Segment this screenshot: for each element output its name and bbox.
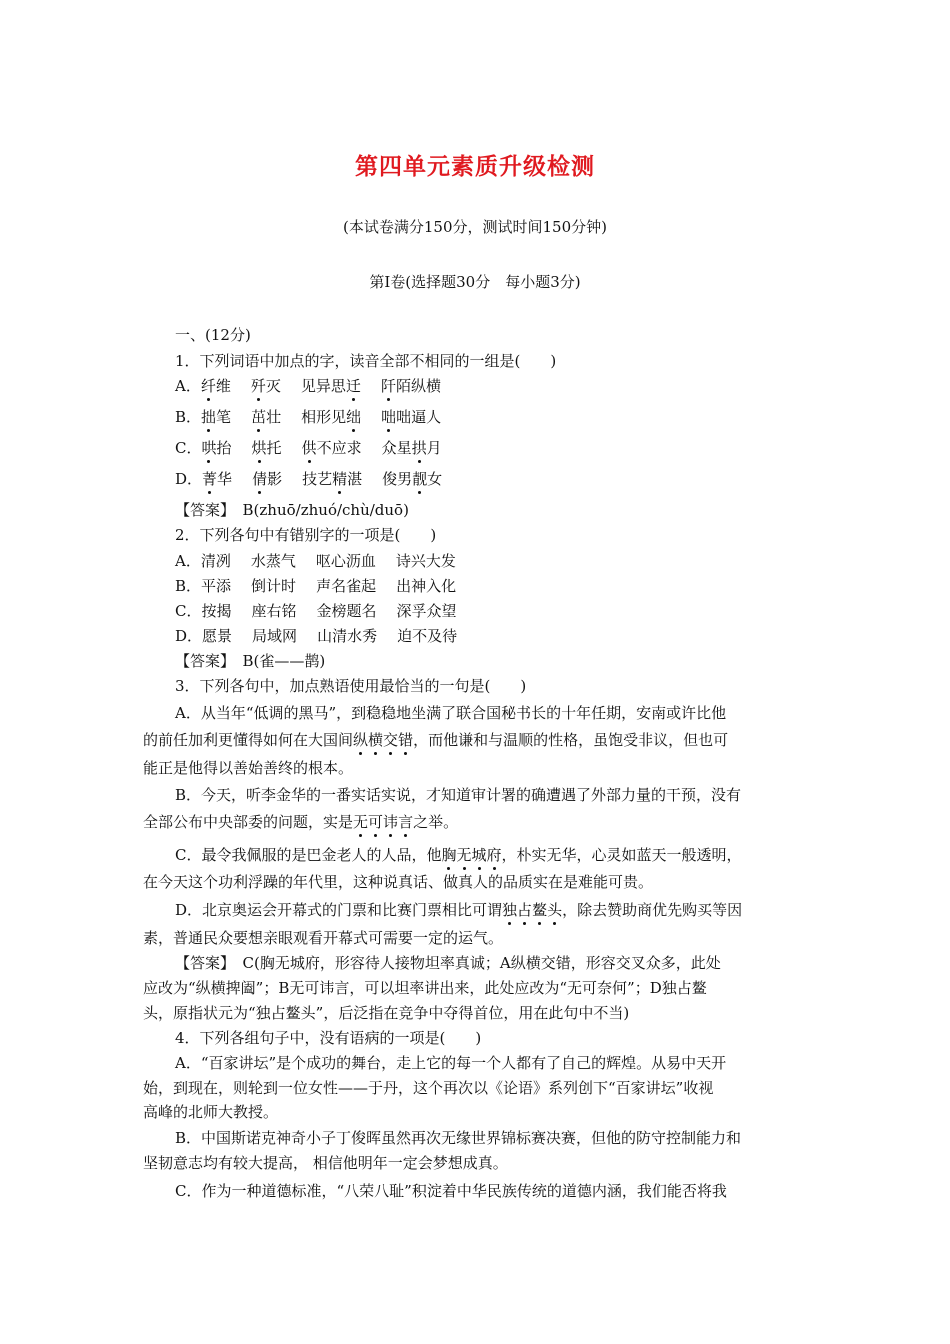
- option-word: 清冽: [200, 552, 231, 570]
- q1-option-b: B．拙笔 茁壮 相形见绌 咄咄逼人: [175, 408, 442, 426]
- dotted-char: 横: [368, 731, 384, 749]
- option-word: 水蒸气: [250, 552, 296, 570]
- option-word: 局域网: [252, 627, 298, 645]
- exam-info: (本试卷满分150分，测试时间150分钟): [343, 218, 607, 236]
- option-word: 座右铭: [251, 602, 297, 620]
- answer-label: 【答案】: [175, 652, 228, 670]
- dotted-char: 无: [353, 813, 369, 831]
- dotted-char: 倩: [252, 470, 268, 488]
- option-word: 出神入化: [396, 577, 457, 595]
- option-letter: B．: [175, 408, 202, 426]
- section-heading: 第Ⅰ卷(选择题30分 每小题3分): [369, 273, 581, 291]
- dotted-char: 独: [502, 901, 518, 919]
- dotted-char: 交: [383, 731, 399, 749]
- dotted-char: 迁: [345, 377, 361, 395]
- dotted-char: 拙: [201, 408, 217, 426]
- option-letter: D．: [175, 627, 203, 645]
- dotted-char: 城: [471, 846, 487, 864]
- dotted-char: 言: [398, 813, 414, 831]
- dotted-char: 菁: [202, 470, 218, 488]
- dotted-char: 错: [398, 731, 414, 749]
- q4-option-a-line1: A．“百家讲坛”是个成功的舞台，走上它的每一个人都有了自己的辉煌。从易中天开: [175, 1054, 727, 1072]
- option-word: 平添: [201, 577, 232, 595]
- option-word: 倒计时: [251, 577, 297, 595]
- q2-option-d: [175, 626, 477, 646]
- dotted-char: 占: [517, 901, 533, 919]
- q3-answer-line1: [175, 953, 721, 973]
- q3-option-b-line2: 全部公布中央部委的问题，实是无可讳言之举。: [143, 813, 459, 831]
- q3-option-a-line1: A．从当年“低调的黑马”，到稳稳地坐满了联合国秘书长的十年任期，安南或许比他: [175, 704, 727, 722]
- dotted-char: 歼: [250, 377, 266, 395]
- q4-option-c-line1: C．作为一种道德标准，“八荣八耻”积淀着中华民族传统的道德内涵，我们能否将我: [175, 1182, 727, 1200]
- dotted-char: 讳: [383, 813, 399, 831]
- dotted-char: 哄: [201, 439, 217, 457]
- page-title: 第四单元素质升级检测: [355, 154, 595, 180]
- option-word: 迫不及待: [397, 627, 458, 645]
- question-4-stem: 4．下列各组句子中，没有语病的一项是( ): [175, 1029, 482, 1047]
- dotted-char: 茁: [251, 408, 267, 426]
- dotted-char: 绌: [346, 408, 362, 426]
- dotted-char: 无: [456, 846, 472, 864]
- dotted-char: 拱: [411, 439, 427, 457]
- dotted-char: 靓: [412, 470, 428, 488]
- question-1-stem: 1．下列词语中加点的字，读音全部不相同的一组是( ): [175, 352, 557, 370]
- part-heading: 一、(12分): [175, 326, 251, 344]
- option-letter: C．: [175, 439, 202, 457]
- dotted-char: 烘: [251, 439, 267, 457]
- dotted-char: 供: [301, 439, 317, 457]
- dotted-char: 可: [368, 813, 384, 831]
- option-letter: A．: [175, 552, 201, 570]
- option-word: 山清水秀: [317, 627, 378, 645]
- option-word: 诗兴大发: [395, 552, 456, 570]
- dotted-char: 阡: [380, 377, 396, 395]
- q1-option-d: D．菁华 倩影 技艺精湛 俊男靓女: [175, 470, 443, 488]
- q2-option-c: [175, 601, 477, 621]
- q3-option-c-line2: 在今天这个功利浮躁的年代里，这种说真话、做真人的品质实在是难能可贵。: [143, 873, 654, 891]
- option-word: 愿景: [202, 627, 233, 645]
- q3-option-a-line2: 的前任加利更懂得如何在大国间纵横交错，而他谦和与温顺的性格，虽饱受非议，但也可: [143, 731, 729, 749]
- q3-answer-line2: 应改为“纵横捭阖”；B无可讳言，可以坦率讲出来，此处应改为“无可奈何”；D独占鳌: [143, 979, 707, 997]
- q2-answer: [175, 651, 325, 671]
- question-3-stem: 3．下列各句中，加点熟语使用最恰当的一句是( ): [175, 677, 527, 695]
- q3-option-a-line3: 能正是他得以善始善终的根本。: [143, 759, 354, 777]
- answer-text: B(雀——鹊): [242, 652, 326, 670]
- option-word: 声名雀起: [316, 577, 377, 595]
- answer-text: C(胸无城府，形容待人接物坦率真诚；A纵横交错，形容交叉众多，此处: [242, 954, 721, 972]
- q4-option-a-line3: 高峰的北师大教授。: [143, 1103, 279, 1121]
- option-word: 深孚众望: [396, 602, 457, 620]
- dotted-char: 府: [486, 846, 502, 864]
- dotted-char: 头: [547, 901, 563, 919]
- dotted-char: 咄: [381, 408, 397, 426]
- question-2-stem: 2．下列各句中有错别字的一项是( ): [175, 526, 437, 544]
- dotted-char: 精: [332, 470, 348, 488]
- option-word: 呕心沥血: [315, 552, 376, 570]
- answer-text: B(zhuō/zhuó/chù/duō): [242, 501, 409, 519]
- q1-option-c: C．哄抬 烘托 供不应求 众星拱月: [175, 439, 442, 457]
- dotted-char: 纤: [200, 377, 216, 395]
- q4-option-b-line1: B．中国斯诺克神奇小子丁俊晖虽然再次无缘世界锦标赛决赛，但他的防守控制能力和: [175, 1129, 742, 1147]
- option-word: 按揭: [201, 602, 232, 620]
- q4-option-a-line2: 始，到现在，则轮到一位女性——于丹，这个再次以《论语》系列创下“百家讲坛”收视: [143, 1079, 714, 1097]
- q1-answer: [175, 500, 409, 520]
- option-word: 金榜题名: [316, 602, 377, 620]
- option-letter: A．: [175, 377, 201, 395]
- answer-label: 【答案】: [175, 501, 228, 519]
- q4-option-b-line2: 坚韧意志均有较大提高， 相信他明年一定会梦想成真。: [143, 1154, 508, 1172]
- q3-option-b-line1: B．今天，听李金华的一番实话实说，才知道审计署的确遭遇了外部力量的干预，没有: [175, 786, 742, 804]
- q3-answer-line3: 头，原指状元为“独占鳌头”，后泛指在竞争中夺得首位，用在此句中不当): [143, 1004, 630, 1022]
- q2-option-a: [175, 551, 476, 571]
- option-letter: B．: [175, 577, 202, 595]
- option-letter: C．: [175, 602, 202, 620]
- q1-option-a: A．纤维 歼灭 见异思迁 阡陌纵横: [175, 377, 441, 395]
- q3-option-d-line1: D．北京奥运会开幕式的门票和比赛门票相比可谓独占鳌头，除去赞助商优先购买等因: [175, 901, 743, 919]
- option-letter: D．: [175, 470, 203, 488]
- q3-option-d-line2: 素，普通民众要想亲眼观看开幕式可需要一定的运气。: [143, 929, 504, 947]
- q2-option-b: [175, 576, 476, 596]
- dotted-char: 鳌: [532, 901, 548, 919]
- answer-label: 【答案】: [175, 954, 228, 972]
- dotted-char: 纵: [353, 731, 369, 749]
- dotted-char: 胸: [441, 846, 457, 864]
- q3-option-c-line1: C．最令我佩服的是巴金老人的人品，他胸无城府，朴实无华，心灵如蓝天一般透明，: [175, 846, 742, 864]
